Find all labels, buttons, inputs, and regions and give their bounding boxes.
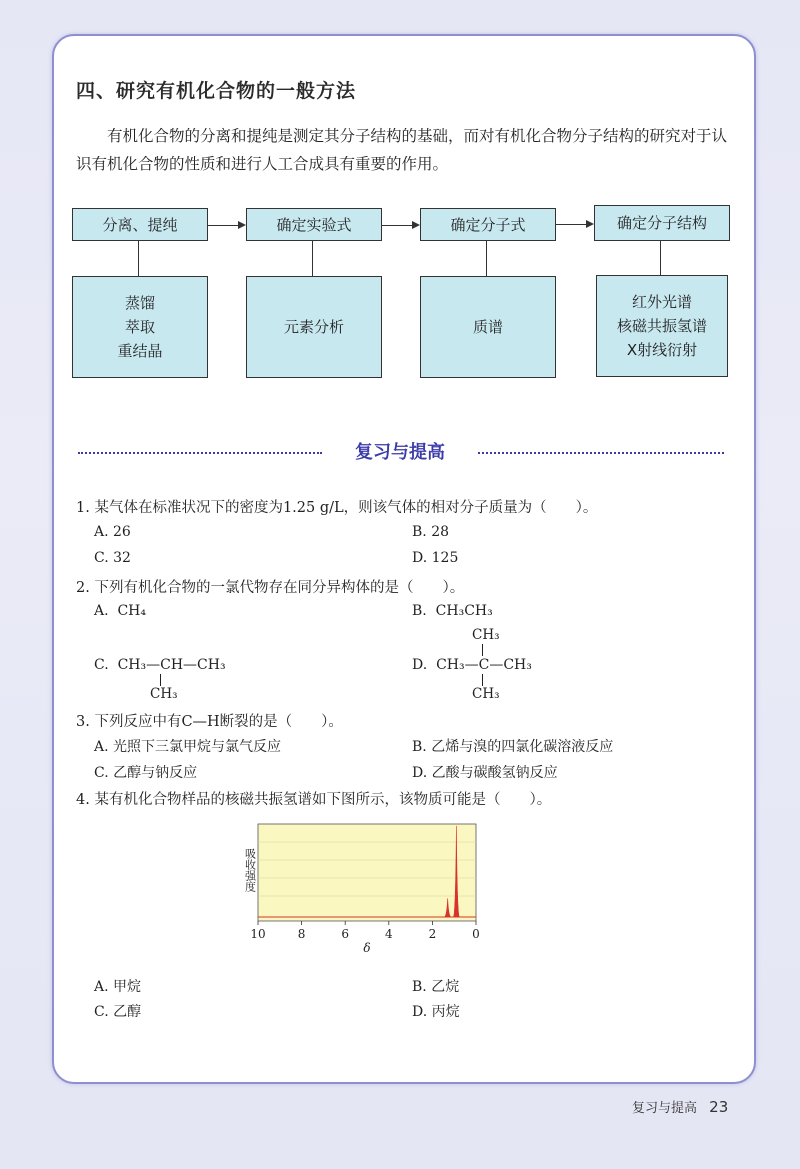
- flow-methods-empirical: [246, 276, 382, 378]
- question-4: 4. 某有机化合物样品的核磁共振氢谱如下图所示，该物质可能是（ ）。: [76, 792, 552, 808]
- flow-connector: [312, 240, 313, 276]
- q2-option-d: [412, 657, 532, 673]
- q2-option-b: [412, 603, 493, 619]
- section-title: 四、研究有机化合物的一般方法: [76, 80, 357, 102]
- q4-option-b: B. 乙烷: [412, 979, 460, 995]
- q1-option-b: B. 28: [412, 524, 450, 540]
- bond-line: [482, 674, 483, 686]
- flow-arrow: [555, 224, 592, 225]
- intro-paragraph: 有机化合物的分离和提纯是测定其分子结构的基础，而对有机化合物分子结构的研究对于认识有机化合物的性质和进行人工合成具有重要的作用。: [76, 127, 728, 173]
- formula: CH₃CH₃: [435, 603, 493, 619]
- option-letter: A.: [94, 603, 109, 619]
- x-tick-label: 0: [472, 927, 480, 941]
- x-axis-label: δ: [363, 941, 371, 955]
- q4-option-c: C. 乙醇: [94, 1004, 142, 1020]
- method-label: 萃取: [124, 318, 155, 336]
- q3-option-d: D. 乙酸与碳酸氢钠反应: [412, 765, 558, 781]
- q4-option-d: D. 丙烷: [412, 1004, 460, 1020]
- page-number: 23: [709, 1098, 729, 1116]
- bond-line: [160, 674, 161, 686]
- bond-line: [482, 644, 483, 656]
- x-tick-label: 6: [341, 927, 350, 941]
- flow-step-separation: [72, 208, 208, 241]
- y-axis-label: 吸收强度: [243, 848, 257, 892]
- q1-option-a: A. 26: [94, 524, 131, 540]
- x-tick-label: 4: [384, 927, 393, 941]
- page-footer: [632, 1097, 728, 1116]
- option-letter: B.: [412, 603, 427, 619]
- formula-branch: CH₃: [150, 686, 178, 702]
- q1-option-c: C. 32: [94, 550, 131, 566]
- x-tick-label: 2: [428, 927, 437, 941]
- q2-option-a: [94, 603, 146, 619]
- question-3: 3. 下列反应中有C—H断裂的是（ ）。: [76, 714, 343, 730]
- method-label: X射线衍射: [626, 341, 698, 359]
- formula-top: CH₃: [472, 627, 500, 643]
- flow-step-molecular: [420, 208, 556, 241]
- q4-option-a: A. 甲烷: [94, 979, 142, 995]
- flow-arrow: [207, 225, 244, 226]
- flow-connector: [660, 240, 661, 275]
- page-frame: [52, 34, 756, 1084]
- divider-right: [478, 452, 724, 454]
- flow-step-empirical: [246, 208, 382, 241]
- q2-option-c: [94, 657, 226, 673]
- flow-connector: [486, 240, 487, 276]
- q1-option-d: D. 125: [412, 550, 459, 566]
- flow-step-label: 确定分子结构: [616, 214, 707, 232]
- flow-step-label: 确定分子式: [450, 215, 526, 234]
- option-letter: D.: [412, 657, 428, 673]
- question-2: 2. 下列有机化合物的一氯代物存在同分异构体的是（ ）。: [76, 580, 465, 596]
- flow-methods-separation: [72, 276, 208, 378]
- flow-step-structure: [594, 205, 730, 241]
- method-label: 蒸馏: [124, 294, 155, 312]
- divider-left: [78, 452, 322, 454]
- formula-main-chain: CH₃—C—CH₃: [436, 657, 532, 673]
- option-letter: C.: [94, 657, 109, 673]
- formula: CH₄: [117, 603, 147, 619]
- flow-connector: [138, 240, 139, 276]
- q3-option-a: A. 光照下三氯甲烷与氯气反应: [94, 739, 282, 755]
- flow-step-label: 分离、提纯: [102, 215, 178, 234]
- q3-option-c: C. 乙醇与钠反应: [94, 765, 198, 781]
- q3-option-b: B. 乙烯与溴的四氯化碳溶液反应: [412, 739, 614, 755]
- formula-main-chain: CH₃—CH—CH₃: [117, 657, 226, 673]
- footer-label: 复习与提高: [632, 1101, 698, 1116]
- method-label: 质谱: [472, 318, 503, 336]
- method-label: 元素分析: [283, 318, 344, 336]
- method-label: 重结晶: [117, 342, 163, 360]
- method-label: 核磁共振氢谱: [616, 317, 707, 335]
- question-1: 1. 某气体在标准状况下的密度为1.25 g/L，则该气体的相对分子质量为（ ）。: [76, 500, 598, 516]
- flow-methods-structure: [596, 275, 728, 377]
- review-title: 复习与提高: [355, 442, 445, 463]
- flow-step-label: 确定实验式: [276, 215, 352, 234]
- flow-methods-molecular: [420, 276, 556, 378]
- method-label: 红外光谱: [631, 293, 692, 311]
- formula-bottom: CH₃: [472, 686, 500, 702]
- x-tick-label: 8: [297, 927, 306, 941]
- x-tick-label: 10: [250, 927, 266, 941]
- flow-arrow: [381, 225, 418, 226]
